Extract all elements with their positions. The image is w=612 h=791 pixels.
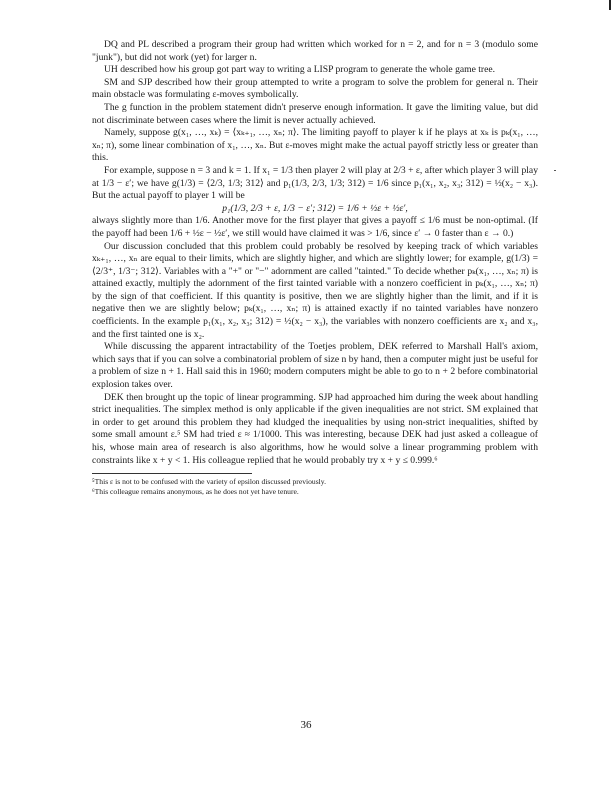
scan-edge-mark	[609, 0, 611, 10]
page-number: 36	[300, 719, 312, 731]
page-body	[92, 39, 538, 496]
paragraph: UH described how his group got part way to writing a LISP program to generate the whole game tree.	[104, 64, 496, 76]
footnote-5: ⁵This ε is not to be confused with the variety of epsilon discussed previously.	[92, 477, 326, 487]
footnote-6: ⁶This colleague remains anonymous, as he does not yet have tenure.	[92, 486, 299, 496]
paragraph: DQ and PL described a program their group had written which worked for n = 2, and for n = 3 (modulo some "junk"), but did not work (yet) for larger n.	[92, 39, 538, 63]
paragraph: While discussing the apparent intractability of the Toetjes problem, DEK referred to Marshall Hall's axiom, which says that if you can solve a combinatorial problem of size n by hand, then a computer might just be useful for a problem of size n + 1. Hall said this in 1960; modern computers might be able to go to n + 2 before combinatorial explosion takes over.	[92, 341, 538, 391]
paragraph: Our discussion concluded that this problem could probably be resolved by keeping track of which variables xₖ₊₁, …, xₙ are equal to their limits, which are slightly higher, and which are slightly lower; for example, g(1/3) = ⟨2/3⁺, 1/3⁻; 312⟩. Variables with a "+" or "−" adornment are called "tainted." To decide whether pₖ(x₁, …, xₙ; π) is attained exactly, multiply the adornment of the first tainted variable with a nonzero coefficient in pₖ(x₁, …, xₙ; π) by the sign of that coefficient. If this quantity is positive, then we are slightly higher than the limit, and if it is negative then we are slightly below; pₖ(x₁, …, xₙ; π) is attained exactly if no tainted variables have nonzero coefficients. In the example p₁(x₁, x₂, x₃; 312) = ½(x₂ − x₃), the variables with nonzero coefficients are x₂ and x₃, and the first tainted one is x₂.	[92, 240, 538, 340]
paragraph: The g function in the problem statement didn't preserve enough information. It gave the limiting value, but did not discriminate between cases where the limit is never actually achieved.	[92, 101, 538, 126]
paragraph: DEK then brought up the topic of linear programming. SJP had approached him during the week about handling strict inequalities. The simplex method is only applicable if the given inequalities are not strict. SM explained that in order to get around this problem they had kludged the inequalities by using non-strict inequalities, shifted by some small amount ε.⁵ SM had tried ε ≈ 1/1000. This was interesting, because DEK had just asked a colleague of his, whose main area of research is also algorithms, how he would solve a linear programming problem with constraints like x + y < 1. His colleague replied that he would probably try x + y ≤ 0.999.⁶	[92, 391, 538, 466]
paragraph: For example, suppose n = 3 and k = 1. If x₁ = 1/3 then player 2 will play at 2/3 + ε, after which player 3 will play at 1/3 − ε′; we have g(1/3) = ⟨2/3, 1/3; 312⟩ and p₁(1/3, 2/3, 1/3; 312) = 1/6 since p₁(x₁, x₂, x₃; 312) = ½(x₂ − x₃). But the actual payoff to player 1 will be	[92, 164, 538, 202]
display-equation: p₁(1/3, 2/3 + ε, 1/3 − ε′; 312) = 1/6 + ½ε + ½ε′,	[222, 202, 408, 214]
paragraph-list	[92, 39, 538, 467]
paragraph: SM and SJP described how their group attempted to write a program to solve the problem for general n. Their main obstacle was formulating ε-moves symbolically.	[92, 76, 538, 101]
paragraph: Namely, suppose g(x₁, …, xₖ) = ⟨xₖ₊₁, …, xₙ; π⟩. The limiting payoff to player k if he plays at xₖ is pₖ(x₁, …, xₙ; π), some linear combination of x₁, …, xₙ. But ε-moves might make the actual payoff strictly less or greater than this.	[92, 127, 538, 164]
footnote-section	[92, 473, 326, 496]
paragraph: always slightly more than 1/6. Another move for the first player that gives a payoff ≤ 1/6 must be non-optimal. (If the payoff had been 1/6 + ½ε − ½ε′, we still would have claimed it was > 1/6, since ε′ → 0 faster than ε → 0.)	[92, 215, 538, 239]
margin-speck	[554, 170, 556, 171]
